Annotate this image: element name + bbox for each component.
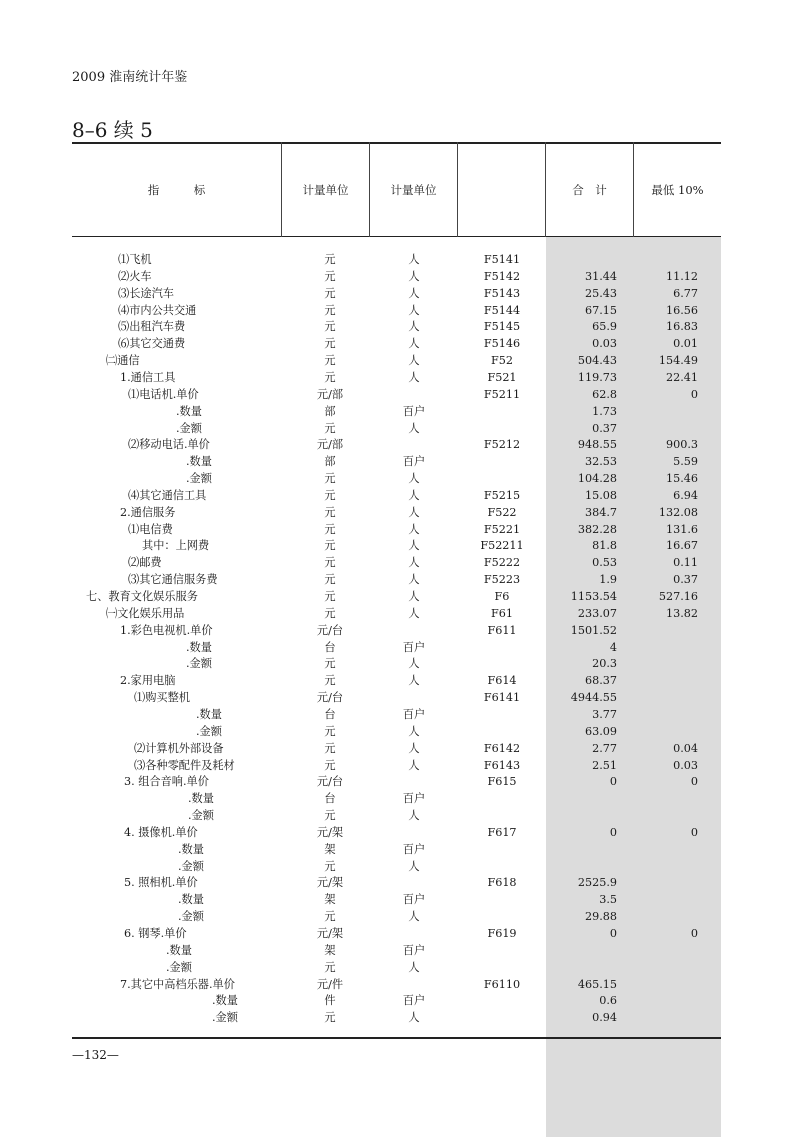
row-code: F5142 xyxy=(483,269,521,283)
row-total: 3.5 xyxy=(599,893,617,907)
row-indicator: 3. 组合音响.单价 xyxy=(124,775,209,789)
row-indicator: 其中：上网费 xyxy=(142,539,210,553)
row-unit: 台 xyxy=(324,707,336,721)
row-total: 62.8 xyxy=(592,387,617,401)
table-row xyxy=(72,285,721,302)
row-unit-2: 人 xyxy=(408,606,420,620)
row-unit-2: 人 xyxy=(408,472,420,486)
row-unit: 元 xyxy=(324,606,336,620)
row-code: F5145 xyxy=(483,320,521,334)
row-unit: 元 xyxy=(324,354,336,368)
row-lowest-10pct: 6.77 xyxy=(673,286,698,300)
table-row xyxy=(72,858,721,875)
row-indicator: .金额 xyxy=(166,960,192,974)
row-total: 948.55 xyxy=(577,438,617,452)
row-unit: 元/部 xyxy=(316,387,344,401)
row-unit: 元 xyxy=(324,910,336,924)
table-row xyxy=(72,453,721,470)
row-unit: 元 xyxy=(324,724,336,738)
row-total: 2525.9 xyxy=(577,876,617,890)
row-lowest-10pct: 16.67 xyxy=(665,539,698,553)
row-unit-2: 百户 xyxy=(402,707,426,721)
row-total: 0.03 xyxy=(592,337,617,351)
row-lowest-10pct: 0.01 xyxy=(673,337,698,351)
row-unit: 部 xyxy=(324,404,336,418)
row-unit-2: 人 xyxy=(408,337,420,351)
row-code: F522 xyxy=(487,505,517,519)
row-total: 1.9 xyxy=(599,573,617,587)
header-unit: 计量单位 xyxy=(302,183,349,197)
row-unit: 元 xyxy=(324,269,336,283)
row-code: F5211 xyxy=(483,387,521,401)
row-lowest-10pct: 132.08 xyxy=(658,505,698,519)
row-unit-2: 人 xyxy=(408,657,420,671)
row-code: F5144 xyxy=(483,303,521,317)
row-unit: 元 xyxy=(324,505,336,519)
row-lowest-10pct: 0 xyxy=(690,387,698,401)
header-indicator: 指 标 xyxy=(147,183,206,197)
row-unit-2: 人 xyxy=(408,590,420,603)
row-indicator: .数量 xyxy=(186,640,212,654)
row-unit-2: 百户 xyxy=(402,404,426,418)
row-indicator: 5. 照相机.单价 xyxy=(124,876,198,890)
row-lowest-10pct: 5.59 xyxy=(673,455,698,469)
row-indicator: ㈡通信 xyxy=(106,354,140,368)
row-indicator: ⑴购买整机 xyxy=(134,691,190,705)
row-indicator: 七、教育文化娱乐服务 xyxy=(86,590,198,603)
row-code: F5223 xyxy=(483,573,521,587)
row-unit-2: 人 xyxy=(408,354,420,368)
row-unit-2: 人 xyxy=(408,960,420,974)
table-bottom-rule xyxy=(72,1037,721,1039)
row-unit: 架 xyxy=(324,943,336,957)
row-code: F611 xyxy=(487,623,517,637)
table-row xyxy=(72,908,721,925)
row-indicator: .金额 xyxy=(186,472,212,486)
row-total: 81.8 xyxy=(592,539,617,553)
row-unit-2: 人 xyxy=(408,910,420,924)
row-unit-2: 人 xyxy=(408,724,420,738)
row-unit: 元 xyxy=(324,253,336,266)
row-unit-2: 百户 xyxy=(402,943,426,957)
row-unit: 元 xyxy=(324,674,336,688)
row-indicator: .数量 xyxy=(188,792,214,806)
table-row xyxy=(72,487,721,504)
header-divider xyxy=(457,142,458,237)
row-code: F5143 xyxy=(483,286,521,300)
row-lowest-10pct: 0.11 xyxy=(673,556,698,570)
row-unit-2: 人 xyxy=(408,556,420,570)
row-total: 0.37 xyxy=(592,421,617,435)
row-total: 4944.55 xyxy=(570,691,617,705)
row-lowest-10pct: 13.82 xyxy=(665,606,698,620)
running-head: 2009 淮南统计年鉴 xyxy=(72,70,188,85)
row-total: 1501.52 xyxy=(570,623,617,637)
row-code: F618 xyxy=(487,876,517,890)
row-code: F617 xyxy=(487,825,517,839)
row-indicator: ⑹其它交通费 xyxy=(118,337,186,351)
row-indicator: ⑶其它通信服务费 xyxy=(128,573,218,587)
row-indicator: ⑷市内公共交通 xyxy=(118,303,197,317)
row-unit-2: 百户 xyxy=(402,792,426,806)
row-unit: 元/架 xyxy=(316,927,344,940)
row-indicator: .金额 xyxy=(178,910,204,924)
row-total: 0 xyxy=(609,927,617,940)
row-indicator: .金额 xyxy=(188,809,214,823)
row-total: 31.44 xyxy=(584,269,617,283)
table-row xyxy=(72,352,721,369)
row-indicator: .金额 xyxy=(186,657,212,671)
row-unit: 元 xyxy=(324,370,336,384)
row-indicator: 1.彩色电视机.单价 xyxy=(120,623,213,637)
row-lowest-10pct: 0.04 xyxy=(673,741,698,755)
row-lowest-10pct: 0.03 xyxy=(673,758,698,772)
table-row xyxy=(72,1009,721,1026)
table-row xyxy=(72,605,721,622)
row-unit-2: 百户 xyxy=(402,455,426,469)
row-total: 0.6 xyxy=(599,994,617,1008)
row-unit: 元 xyxy=(324,1011,336,1025)
row-code: F521 xyxy=(487,370,517,384)
row-unit-2: 人 xyxy=(408,1011,420,1025)
row-indicator: ⑴电话机.单价 xyxy=(128,387,199,401)
table-row xyxy=(72,992,721,1009)
table-row xyxy=(72,403,721,420)
row-code: F5222 xyxy=(483,556,521,570)
row-indicator: 2.家用电脑 xyxy=(120,674,176,688)
row-total: 1.73 xyxy=(592,404,617,418)
row-unit-2: 百户 xyxy=(402,994,426,1008)
row-unit: 部 xyxy=(324,455,336,469)
row-code: F614 xyxy=(487,674,517,688)
table-row xyxy=(72,942,721,959)
row-unit: 元 xyxy=(324,859,336,873)
row-indicator: .金额 xyxy=(196,724,222,738)
row-code: F619 xyxy=(487,927,517,940)
table-row xyxy=(72,976,721,993)
row-indicator: 1.通信工具 xyxy=(120,370,176,384)
table-row xyxy=(72,959,721,976)
row-unit-2: 人 xyxy=(408,421,420,435)
row-lowest-10pct: 16.56 xyxy=(665,303,698,317)
row-indicator: .数量 xyxy=(166,943,192,957)
row-total: 4 xyxy=(609,640,617,654)
row-total: 0 xyxy=(609,825,617,839)
page-number: —132— xyxy=(72,1048,119,1062)
row-indicator: ⑴飞机 xyxy=(118,253,152,266)
table-row xyxy=(72,335,721,352)
table-row xyxy=(72,302,721,319)
row-unit-2: 人 xyxy=(408,303,420,317)
row-unit: 元 xyxy=(324,539,336,553)
table-row xyxy=(72,757,721,774)
row-indicator: ⑴电信费 xyxy=(128,522,173,536)
table-row xyxy=(72,773,721,790)
row-indicator: ⑵移动电话.单价 xyxy=(128,438,210,452)
row-code: F615 xyxy=(487,775,517,789)
row-unit: 元/部 xyxy=(316,438,344,452)
row-unit: 元 xyxy=(324,556,336,570)
row-indicator: .数量 xyxy=(186,455,212,469)
row-unit: 架 xyxy=(324,842,336,856)
table-row xyxy=(72,318,721,335)
table-title: 8–6 续 5 xyxy=(72,118,153,142)
row-unit: 元/台 xyxy=(316,623,344,637)
row-code: F6142 xyxy=(483,741,521,755)
row-indicator: ⑶各种零配件及耗材 xyxy=(134,758,235,772)
row-unit: 元 xyxy=(324,741,336,755)
row-indicator: .数量 xyxy=(178,893,204,907)
header-total: 合 计 xyxy=(572,183,607,197)
row-unit: 件 xyxy=(324,994,336,1008)
table-row xyxy=(72,588,721,605)
row-unit-2: 人 xyxy=(408,522,420,536)
row-unit: 元 xyxy=(324,303,336,317)
header-unit-2: 计量单位 xyxy=(390,183,437,197)
row-indicator: 6. 钢琴.单价 xyxy=(124,927,187,940)
row-indicator: .金额 xyxy=(178,859,204,873)
row-indicator: ⑵火车 xyxy=(118,269,152,283)
table-row xyxy=(72,251,721,268)
row-total: 2.51 xyxy=(592,758,617,772)
row-total: 384.7 xyxy=(584,505,617,519)
row-indicator: ⑶长途汽车 xyxy=(118,286,174,300)
table-row xyxy=(72,436,721,453)
row-code: F52211 xyxy=(480,539,524,553)
row-unit-2: 人 xyxy=(408,505,420,519)
row-unit: 元/件 xyxy=(316,977,344,991)
row-code: F6 xyxy=(494,590,510,603)
row-unit-2: 百户 xyxy=(402,842,426,856)
row-lowest-10pct: 15.46 xyxy=(665,472,698,486)
row-unit-2: 人 xyxy=(408,269,420,283)
row-lowest-10pct: 527.16 xyxy=(658,590,698,603)
row-total: 233.07 xyxy=(577,606,617,620)
row-lowest-10pct: 0 xyxy=(690,775,698,789)
row-indicator: ⑵计算机外部设备 xyxy=(134,741,224,755)
row-lowest-10pct: 131.6 xyxy=(665,522,698,536)
row-unit: 架 xyxy=(324,893,336,907)
row-unit: 元 xyxy=(324,286,336,300)
row-lowest-10pct: 0.37 xyxy=(673,573,698,587)
row-code: F5141 xyxy=(483,253,521,266)
row-indicator: ㈠文化娱乐用品 xyxy=(106,606,185,620)
row-unit: 元/架 xyxy=(316,876,344,890)
row-indicator: .金额 xyxy=(212,1011,238,1025)
row-unit: 元 xyxy=(324,960,336,974)
table-top-rule xyxy=(72,142,721,144)
row-unit-2: 人 xyxy=(408,488,420,502)
table-row xyxy=(72,369,721,386)
row-unit-2: 人 xyxy=(408,320,420,334)
row-total: 68.37 xyxy=(584,674,617,688)
row-unit-2: 人 xyxy=(408,286,420,300)
row-lowest-10pct: 11.12 xyxy=(665,269,698,283)
row-unit-2: 人 xyxy=(408,674,420,688)
row-total: 67.15 xyxy=(584,303,617,317)
row-lowest-10pct: 0 xyxy=(690,825,698,839)
row-unit-2: 人 xyxy=(408,809,420,823)
table-row xyxy=(72,672,721,689)
row-code: F5221 xyxy=(483,522,521,536)
row-indicator: .数量 xyxy=(178,842,204,856)
row-unit-2: 人 xyxy=(408,573,420,587)
row-unit-2: 人 xyxy=(408,859,420,873)
row-code: F5146 xyxy=(483,337,521,351)
row-unit: 元 xyxy=(324,809,336,823)
row-total: 0.94 xyxy=(592,1011,617,1025)
row-indicator: ⑵邮费 xyxy=(128,556,162,570)
table-row xyxy=(72,689,721,706)
row-total: 0.53 xyxy=(592,556,617,570)
table-row xyxy=(72,740,721,757)
table-row xyxy=(72,723,721,740)
row-total: 29.88 xyxy=(584,910,617,924)
row-total: 63.09 xyxy=(584,724,617,738)
row-indicator: 4. 摄像机.单价 xyxy=(124,825,198,839)
row-indicator: ⑷其它通信工具 xyxy=(128,488,207,502)
row-lowest-10pct: 6.94 xyxy=(673,488,698,502)
row-code: F5212 xyxy=(483,438,521,452)
row-indicator: .数量 xyxy=(212,994,238,1008)
row-unit: 元 xyxy=(324,472,336,486)
row-total: 65.9 xyxy=(592,320,617,334)
row-indicator: .数量 xyxy=(196,707,222,721)
row-total: 20.3 xyxy=(592,657,617,671)
row-indicator: .数量 xyxy=(176,404,202,418)
row-unit: 台 xyxy=(324,640,336,654)
row-code: F6143 xyxy=(483,758,521,772)
row-unit: 台 xyxy=(324,792,336,806)
table-row xyxy=(72,925,721,942)
row-total: 1153.54 xyxy=(570,590,617,603)
table-row xyxy=(72,470,721,487)
header-bottom-rule xyxy=(72,236,721,237)
row-lowest-10pct: 900.3 xyxy=(665,438,698,452)
row-unit-2: 人 xyxy=(408,758,420,772)
table-row xyxy=(72,420,721,437)
row-unit: 元/架 xyxy=(316,825,344,839)
row-indicator: .金额 xyxy=(176,421,202,435)
row-lowest-10pct: 16.83 xyxy=(665,320,698,334)
row-unit-2: 人 xyxy=(408,253,420,266)
table-row xyxy=(72,639,721,656)
table-row xyxy=(72,807,721,824)
row-total: 32.53 xyxy=(584,455,617,469)
table-row xyxy=(72,268,721,285)
row-unit: 元 xyxy=(324,573,336,587)
row-unit-2: 百户 xyxy=(402,640,426,654)
row-code: F52 xyxy=(491,354,513,368)
row-unit: 元 xyxy=(324,421,336,435)
row-total: 104.28 xyxy=(577,472,617,486)
row-code: F6110 xyxy=(483,977,521,991)
header-lowest-10pct: 最低 10% xyxy=(651,183,704,197)
row-total: 0 xyxy=(609,775,617,789)
table-row xyxy=(72,655,721,672)
row-total: 465.15 xyxy=(577,977,617,991)
row-unit: 元 xyxy=(324,758,336,772)
row-unit: 元 xyxy=(324,337,336,351)
row-unit-2: 人 xyxy=(408,539,420,553)
row-unit: 元 xyxy=(324,522,336,536)
table-row xyxy=(72,504,721,521)
row-unit-2: 人 xyxy=(408,741,420,755)
row-lowest-10pct: 22.41 xyxy=(665,370,698,384)
row-code: F6141 xyxy=(483,691,521,705)
row-code: F5215 xyxy=(483,488,521,502)
row-unit: 元 xyxy=(324,320,336,334)
table-row xyxy=(72,622,721,639)
table-row xyxy=(72,841,721,858)
row-unit: 元 xyxy=(324,488,336,502)
table-row xyxy=(72,537,721,554)
table-row xyxy=(72,874,721,891)
row-indicator: ⑸出租汽车费 xyxy=(118,320,186,334)
row-code: F61 xyxy=(491,606,513,620)
table-row xyxy=(72,824,721,841)
row-unit: 元/台 xyxy=(316,691,344,705)
table-row xyxy=(72,790,721,807)
table-row xyxy=(72,521,721,538)
row-unit: 元 xyxy=(324,590,336,603)
table-row xyxy=(72,706,721,723)
row-unit-2: 百户 xyxy=(402,893,426,907)
row-total: 25.43 xyxy=(584,286,617,300)
row-lowest-10pct: 0 xyxy=(690,927,698,940)
table-row xyxy=(72,554,721,571)
row-unit-2: 人 xyxy=(408,370,420,384)
table-row xyxy=(72,571,721,588)
row-total: 2.77 xyxy=(592,741,617,755)
row-indicator: 7.其它中高档乐器.单价 xyxy=(120,977,235,991)
row-total: 15.08 xyxy=(584,488,617,502)
row-total: 119.73 xyxy=(577,370,617,384)
row-unit: 元/台 xyxy=(316,775,344,789)
table-row xyxy=(72,891,721,908)
row-total: 3.77 xyxy=(592,707,617,721)
row-unit: 元 xyxy=(324,657,336,671)
row-lowest-10pct: 154.49 xyxy=(658,354,698,368)
row-total: 504.43 xyxy=(577,354,617,368)
row-total: 382.28 xyxy=(577,522,617,536)
statistics-table xyxy=(72,142,721,1039)
row-indicator: 2.通信服务 xyxy=(120,505,176,519)
table-row xyxy=(72,386,721,403)
